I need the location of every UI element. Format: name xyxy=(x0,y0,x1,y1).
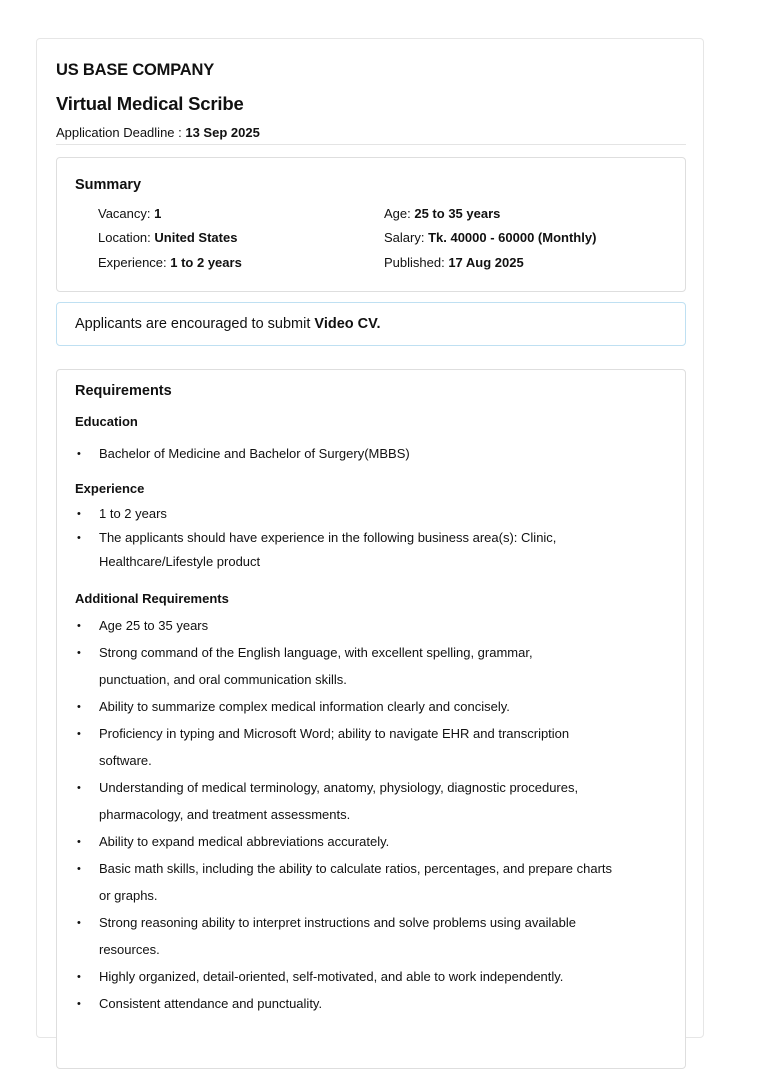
additional-item-text: • Proficiency in typing and Microsoft Word; ability to navigate EHR and transcription software. xyxy=(99,726,570,768)
experience-item-text: • The applicants should have experience in the following business area(s): Clinic, Healthcare/Lifestyle product xyxy=(99,530,557,569)
location xyxy=(98,230,237,245)
list-item xyxy=(79,693,639,720)
job-title: Virtual Medical Scribe xyxy=(56,93,244,114)
video-cv-notice xyxy=(56,302,686,346)
list-item xyxy=(79,963,639,990)
location-value: United States xyxy=(154,230,238,245)
age xyxy=(384,206,500,221)
summary-title: Summary xyxy=(75,177,142,193)
additional-item-text: • Age 25 to 35 years xyxy=(99,618,209,633)
header-divider xyxy=(56,144,686,145)
list-item xyxy=(79,442,639,466)
deadline-label: Application Deadline : xyxy=(56,125,186,140)
additional-item-text: • Basic math skills, including the ability to calculate ratios, percentages, and prepare charts or graphs. xyxy=(99,861,613,903)
company-name: US BASE COMPANY xyxy=(56,61,215,79)
requirements-section xyxy=(56,369,686,1069)
list-item xyxy=(79,526,619,574)
notice-text xyxy=(75,316,381,332)
salary-label: Salary: xyxy=(384,230,429,245)
requirements-title: Requirements xyxy=(75,383,172,399)
additional-item-text: • Consistent attendance and punctuality. xyxy=(99,996,323,1011)
published xyxy=(384,255,524,270)
summary-section xyxy=(56,157,686,292)
published-label: Published: xyxy=(384,255,449,270)
experience-summary xyxy=(98,255,242,270)
additional-item-text: • Understanding of medical terminology, anatomy, physiology, diagnostic procedures, pharmacology, and treatment assessments. xyxy=(99,780,579,822)
experience-heading: Experience xyxy=(75,481,145,496)
salary-value: Tk. 40000 - 60000 (Monthly) xyxy=(428,230,597,245)
list-item xyxy=(79,639,589,693)
experience-value: 1 to 2 years xyxy=(170,255,242,270)
list-item xyxy=(79,720,624,774)
additional-item-text: • Ability to expand medical abbreviations accurately. xyxy=(99,834,390,849)
experience-item-text: • 1 to 2 years xyxy=(99,506,167,521)
additional-item-text: • Strong command of the English language, with excellent spelling, grammar, punctuation, and oral communication skills. xyxy=(99,645,533,687)
deadline-value: 13 Sep 2025 xyxy=(185,125,260,140)
salary xyxy=(384,230,596,245)
age-label: Age: xyxy=(384,206,415,221)
notice-text-plain: Applicants are encouraged to submit xyxy=(75,316,315,332)
education-heading: Education xyxy=(75,414,138,429)
list-item xyxy=(79,828,639,855)
application-deadline xyxy=(56,125,260,140)
experience-label: Experience: xyxy=(98,255,171,270)
additional-item-text: • Ability to summarize complex medical information clearly and concisely. xyxy=(99,699,510,714)
age-value: 25 to 35 years xyxy=(414,206,501,221)
list-item xyxy=(79,909,634,963)
additional-item-text: • Strong reasoning ability to interpret instructions and solve problems using available resources. xyxy=(99,915,576,957)
notice-text-bold: Video CV. xyxy=(314,316,381,332)
additional-requirements-heading: Additional Requirements xyxy=(75,591,229,606)
list-item xyxy=(79,774,639,828)
list-item xyxy=(79,612,639,639)
vacancy-value: 1 xyxy=(154,206,162,221)
vacancy xyxy=(98,206,161,221)
job-posting-card xyxy=(36,38,704,1038)
vacancy-label: Vacancy: xyxy=(98,206,155,221)
additional-item-text: • Highly organized, detail-oriented, self-motivated, and able to work independently. xyxy=(99,969,564,984)
list-item xyxy=(79,855,624,909)
education-item-text: • Bachelor of Medicine and Bachelor of Surgery(MBBS) xyxy=(99,446,410,461)
list-item xyxy=(79,990,639,1017)
list-item xyxy=(79,502,639,526)
published-value: 17 Aug 2025 xyxy=(448,255,524,270)
location-label: Location: xyxy=(98,230,155,245)
